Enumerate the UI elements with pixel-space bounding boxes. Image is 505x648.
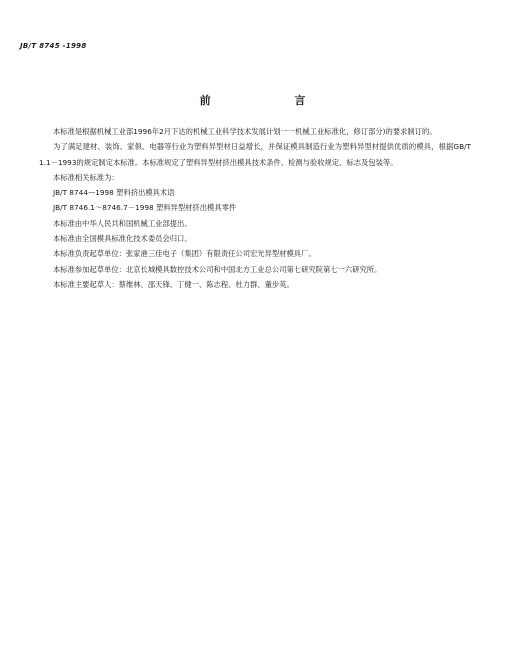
paragraph: JB/T 8746.1～8746.7－1998 塑料异型材挤出模具零件 <box>53 203 237 213</box>
document-code: JB/T 8745 -1998 <box>20 42 87 50</box>
paragraph: 本标准主要起草人：蔡维林、邵天锋、丁健一、陈志程、杜力群、董步英。 <box>53 279 294 289</box>
paragraph: 本标准参加起草单位：北京长城模具数控技术公司和中国北方工业总公司第七研究院第七一六研究所。 <box>53 264 382 274</box>
page-title: 前 言 <box>199 94 346 107</box>
paragraph: 本标准由全国模具标准化技术委员会归口。 <box>53 234 192 244</box>
paragraph: 本标准负责起草单位：张家港三佳电子（集团）有限责任公司宏光异型材模具厂。 <box>53 249 316 259</box>
paragraph: 本标准由中华人民共和国机械工业部提出。 <box>53 218 192 228</box>
paragraph: 本标准是根据机械工业部1996年2月下达的机械工业科学技术发展计划一一机械工业标准化，修订部分)的要求制订的。 <box>53 127 437 136</box>
preface-body <box>39 124 471 292</box>
paragraph: 为了满足建材、装饰、家俱、电器等行业为塑料异型材日益增长，并保证模具制造行业为塑料异型材提供优质的模具，根据GB/T 1.1－1993的规定制定本标准。本标准规定了塑料异型材挤出模具技术条件、检测与验收规定、标志及包装等。 <box>39 142 471 167</box>
paragraph: 本标准相关标准为： <box>53 172 119 182</box>
paragraph: JB/T 8744—1998 塑料挤出模具术语 <box>53 188 175 198</box>
